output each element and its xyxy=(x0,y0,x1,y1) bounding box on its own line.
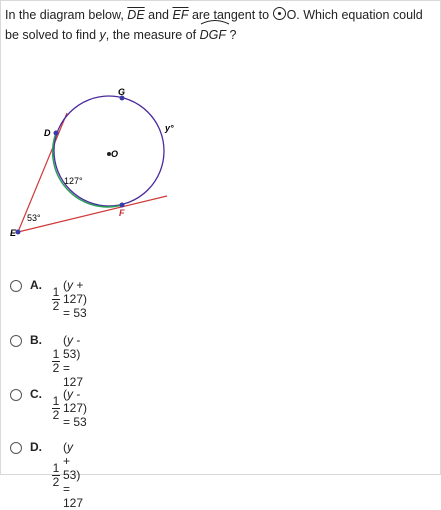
question-part: and xyxy=(144,8,173,22)
label-d: D xyxy=(44,128,51,138)
fraction xyxy=(52,395,60,422)
label-g: G xyxy=(118,87,126,97)
expr-var: y xyxy=(67,440,73,454)
fraction-numerator: 1 xyxy=(52,346,60,361)
expr-post: - 127) = 53 xyxy=(63,387,88,429)
fraction xyxy=(52,286,60,313)
label-53: 53° xyxy=(27,213,41,223)
fraction-denominator: 2 xyxy=(52,298,60,313)
question-part: . Which equation could be solved to find xyxy=(5,8,423,42)
choice-expression xyxy=(52,333,83,389)
expr-post: - 53) = 127 xyxy=(63,333,84,389)
expression-rest xyxy=(63,387,87,429)
label-127: 127° xyxy=(64,176,83,186)
fraction-denominator: 2 xyxy=(52,360,60,375)
arc-mark-icon xyxy=(200,19,230,25)
choice-letter: A. xyxy=(30,278,42,292)
label-y: y° xyxy=(165,123,174,133)
circle-symbol-icon xyxy=(273,7,286,20)
radio-d[interactable] xyxy=(10,442,22,454)
fraction-denominator: 2 xyxy=(52,407,60,422)
question-part: , the measure of xyxy=(105,28,200,42)
segment-de: $\overline{DE}$ xyxy=(127,8,145,22)
point-e xyxy=(16,230,21,235)
arc-label-text: DGF xyxy=(199,28,226,42)
variable-y: y xyxy=(99,28,106,42)
expr-var: y xyxy=(67,333,73,347)
circle-diagram xyxy=(0,80,200,245)
expr-post: + 53) = 127 xyxy=(63,454,84,510)
choice-expression xyxy=(52,440,83,510)
choice-letter: C. xyxy=(30,387,42,401)
expr-pre: ( xyxy=(63,278,67,292)
segment-ef: $\overline{EF}$ xyxy=(172,8,189,22)
question-part: are tangent to xyxy=(188,8,273,22)
radio-a[interactable] xyxy=(10,280,22,292)
fraction-numerator: 1 xyxy=(52,393,60,408)
radio-b[interactable] xyxy=(10,335,22,347)
expression-rest xyxy=(63,333,83,389)
label-e: E xyxy=(10,228,17,238)
label-f: F xyxy=(119,208,125,218)
circle-o xyxy=(54,96,164,206)
question-text xyxy=(5,5,435,45)
fraction-numerator: 1 xyxy=(52,284,60,299)
point-d xyxy=(54,131,59,136)
fraction-denominator: 2 xyxy=(52,474,60,489)
choice-expression xyxy=(52,278,87,320)
expr-pre: ( xyxy=(63,333,67,347)
tangent-line-de xyxy=(18,113,67,232)
expr-var: y xyxy=(67,387,73,401)
fraction xyxy=(52,462,60,489)
choice-expression xyxy=(52,387,87,429)
expr-var: y xyxy=(67,278,73,292)
expr-pre: ( xyxy=(63,387,67,401)
minor-arc-df xyxy=(53,133,122,207)
point-f xyxy=(120,203,125,208)
question-part: ? xyxy=(225,28,237,42)
radio-c[interactable] xyxy=(10,389,22,401)
expr-pre: ( xyxy=(63,440,67,454)
choice-letter: B. xyxy=(30,333,42,347)
expr-post: + 127) = 53 xyxy=(63,278,88,320)
expression-rest xyxy=(63,278,87,320)
label-o: O xyxy=(111,149,119,159)
expression-rest xyxy=(63,440,83,510)
fraction xyxy=(52,348,60,375)
fraction-numerator: 1 xyxy=(52,460,60,475)
circle-name: O xyxy=(286,8,297,22)
choice-letter: D. xyxy=(30,440,42,454)
arc-dgf xyxy=(200,25,226,45)
question-part: In the diagram below, xyxy=(5,8,128,22)
